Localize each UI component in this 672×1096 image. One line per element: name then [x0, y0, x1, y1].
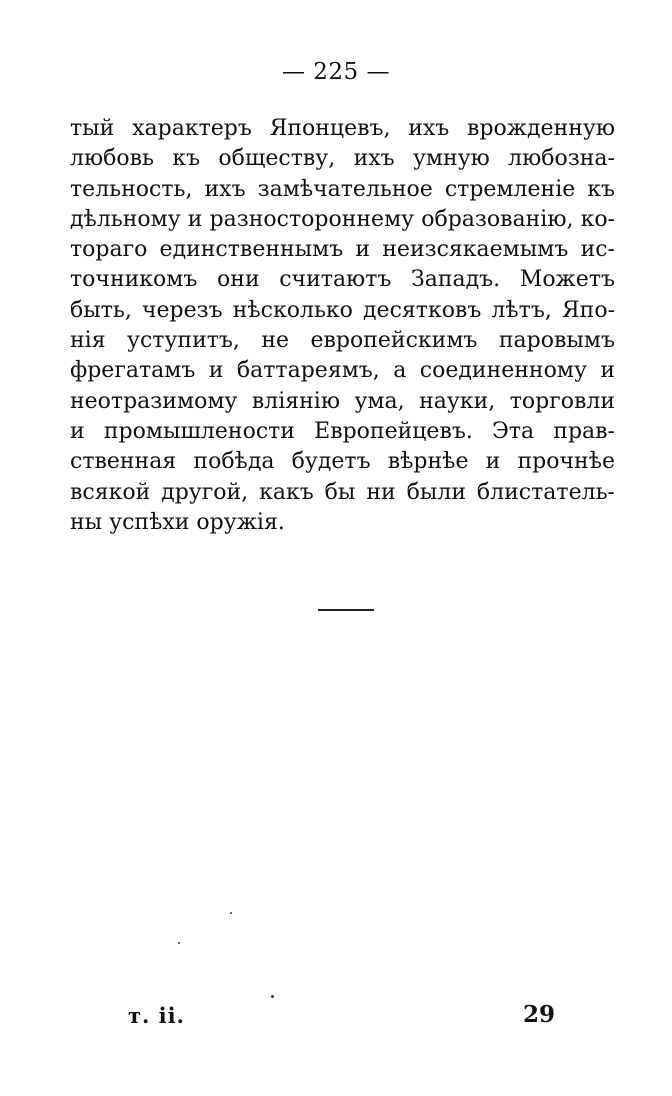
- text-line: быть, черезъ нѣсколько десятковъ лѣтъ, Япо-: [70, 297, 615, 323]
- body-text: [70, 114, 615, 538]
- text-line: фрегатамъ и баттареямъ, а соединенному и: [70, 358, 615, 384]
- text-line: неотразимому вліянію ума, науки, торговли: [70, 388, 615, 414]
- text-line: тельность, ихъ замѣчательное стремленіе къ: [70, 176, 615, 202]
- text-line: любовь къ обществу, ихъ умную любозна-: [70, 146, 615, 172]
- text-line: тораго единственнымъ и неизсякаемымъ ис-: [70, 237, 615, 263]
- text-line: всякой другой, какъ бы ни были блистатель-: [70, 479, 615, 505]
- text-line: точникомъ они считаютъ Западъ. Можетъ: [70, 267, 615, 293]
- signature-mark: т. ii.: [128, 1003, 185, 1028]
- text-line: и промышлености Европейцевъ. Эта прав-: [70, 418, 615, 444]
- text-line: нія уступитъ, не европейскимъ паровымъ: [70, 328, 615, 354]
- text-line: дѣльному и разностороннему образованію, ко-: [70, 206, 615, 232]
- sheet-number: 29: [523, 1001, 556, 1028]
- text-line: ственная побѣда будетъ вѣрнѣе и прочнѣе: [70, 449, 615, 475]
- print-speck: [178, 942, 180, 944]
- section-separator-rule: [318, 609, 374, 611]
- print-speck: [271, 995, 274, 998]
- print-speck: [230, 912, 232, 914]
- text-line: тый характеръ Японцевъ, ихъ врожденную: [70, 116, 615, 141]
- page-number: — 225 —: [281, 59, 391, 85]
- text-line: ны успѣхи оружія.: [70, 509, 285, 535]
